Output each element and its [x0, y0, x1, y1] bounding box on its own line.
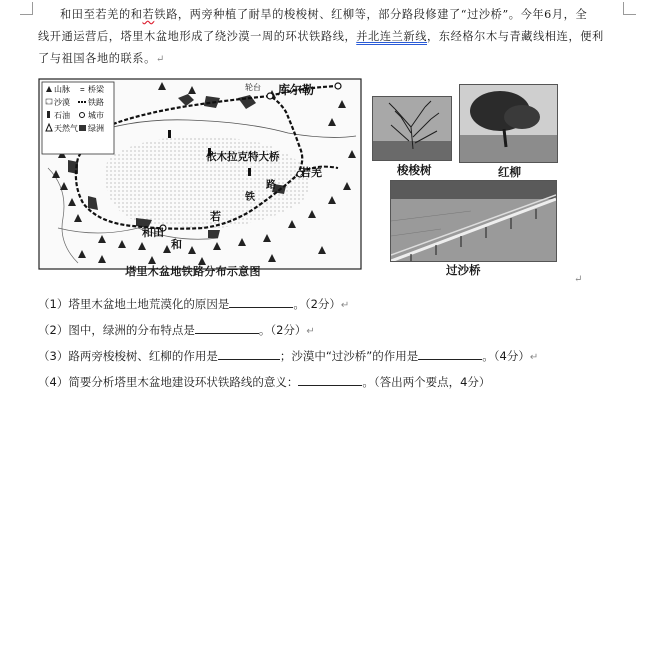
label-ruoqiang: 若羌 [300, 167, 322, 179]
question-2-text: （2）图中，绿洲的分布特点是 [38, 323, 195, 337]
photo-sand-bridge [390, 180, 557, 262]
legend-railway: 铁路 [88, 98, 104, 107]
caption-sand-bridge: 过沙桥 [446, 263, 481, 277]
caption-saxaul: 梭梭树 [397, 163, 432, 177]
return-mark-icon: ↵ [574, 274, 583, 285]
label-lu: 路 [266, 180, 276, 191]
question-4 [38, 370, 638, 394]
legend-oil: 石油 [54, 111, 70, 120]
caption-tamarisk: 红柳 [498, 165, 521, 179]
answer-blank-1[interactable] [229, 295, 293, 308]
label-hotan: 和田 [142, 227, 164, 239]
question-1 [38, 292, 638, 318]
legend-oasis: 绿洲 [88, 124, 104, 133]
question-1-score: 。（2分） [293, 297, 341, 311]
label-he: 和 [171, 239, 182, 251]
passage-line-1-prefix: 和田至若羌的和 [60, 8, 143, 21]
question-2-score: 。（2分） [258, 323, 307, 337]
return-mark-icon: ↵ [306, 326, 315, 337]
legend-gas: 天然气 [54, 124, 78, 133]
question-3 [38, 344, 638, 370]
passage [38, 4, 636, 71]
label-luntai: 轮台 [245, 83, 261, 92]
passage-underlined-lanxin: 并北连兰新线 [356, 30, 427, 43]
answer-blank-2[interactable] [195, 321, 259, 334]
question-1-text: （1）塔里木盆地土地荒漠化的原因是 [38, 297, 230, 311]
map-legend [42, 82, 114, 154]
photo-tamarisk [459, 84, 558, 163]
paragraph-mark-icon: ↵ [155, 54, 165, 65]
map-caption: 塔里木盆地铁路分布示意图 [125, 265, 261, 278]
passage-line-2-prefix: 线开通运营后，塔里木盆地形成了绕沙漠一周的环状铁路线， [38, 30, 357, 43]
questions [38, 292, 638, 394]
legend-desert: 沙漠 [54, 98, 70, 107]
city-korla-dot [335, 83, 341, 89]
label-bridge: 依木拉克特大桥 [206, 151, 280, 163]
passage-line-2-rest: ，东经格尔木与青藏线相连，便利 [427, 30, 604, 43]
page-corner-mark-left [20, 2, 33, 15]
passage-underlined-ruo: 若 [142, 8, 155, 21]
passage-line-3 [38, 48, 636, 71]
label-ruo: 若 [210, 211, 221, 223]
question-3-score: 。（4分） [482, 349, 530, 363]
answer-blank-3a[interactable] [218, 347, 280, 360]
legend-bridge: 桥梁 [88, 85, 104, 94]
label-tie: 铁 [245, 192, 255, 203]
legend-bridge-symbol: = [80, 85, 85, 94]
passage-line-3-text: 了与祖国各地的联系。 [38, 52, 156, 65]
legend-mountain: 山脉 [54, 85, 70, 94]
photo-saxaul [372, 96, 452, 161]
question-3-middle: ；沙漠中“过沙桥”的作用是 [279, 349, 419, 363]
passage-line-1-rest: 铁路，两旁种植了耐旱的梭梭树、红柳等，部分路段修建了“过沙桥”。今年6月，全 [154, 8, 588, 21]
question-4-text: （4）简要分析塔里木盆地建设环状铁路线的意义： [38, 375, 299, 389]
return-mark-icon: ↵ [340, 300, 350, 311]
answer-blank-3b[interactable] [418, 347, 482, 360]
question-4-score: 。（答出两个要点，4分） [362, 375, 491, 389]
passage-line-2 [38, 26, 636, 48]
legend-city: 城市 [88, 111, 104, 120]
question-2 [38, 318, 638, 344]
answer-blank-4[interactable] [298, 373, 362, 386]
passage-line-1 [38, 4, 636, 26]
tarim-railway-map [38, 78, 362, 270]
return-mark-icon: ↵ [529, 352, 539, 363]
question-3-text: （3）路两旁梭梭树、红柳的作用是 [38, 349, 218, 363]
city-luntai [267, 93, 273, 99]
label-korla: 库尔勒 [278, 83, 315, 97]
